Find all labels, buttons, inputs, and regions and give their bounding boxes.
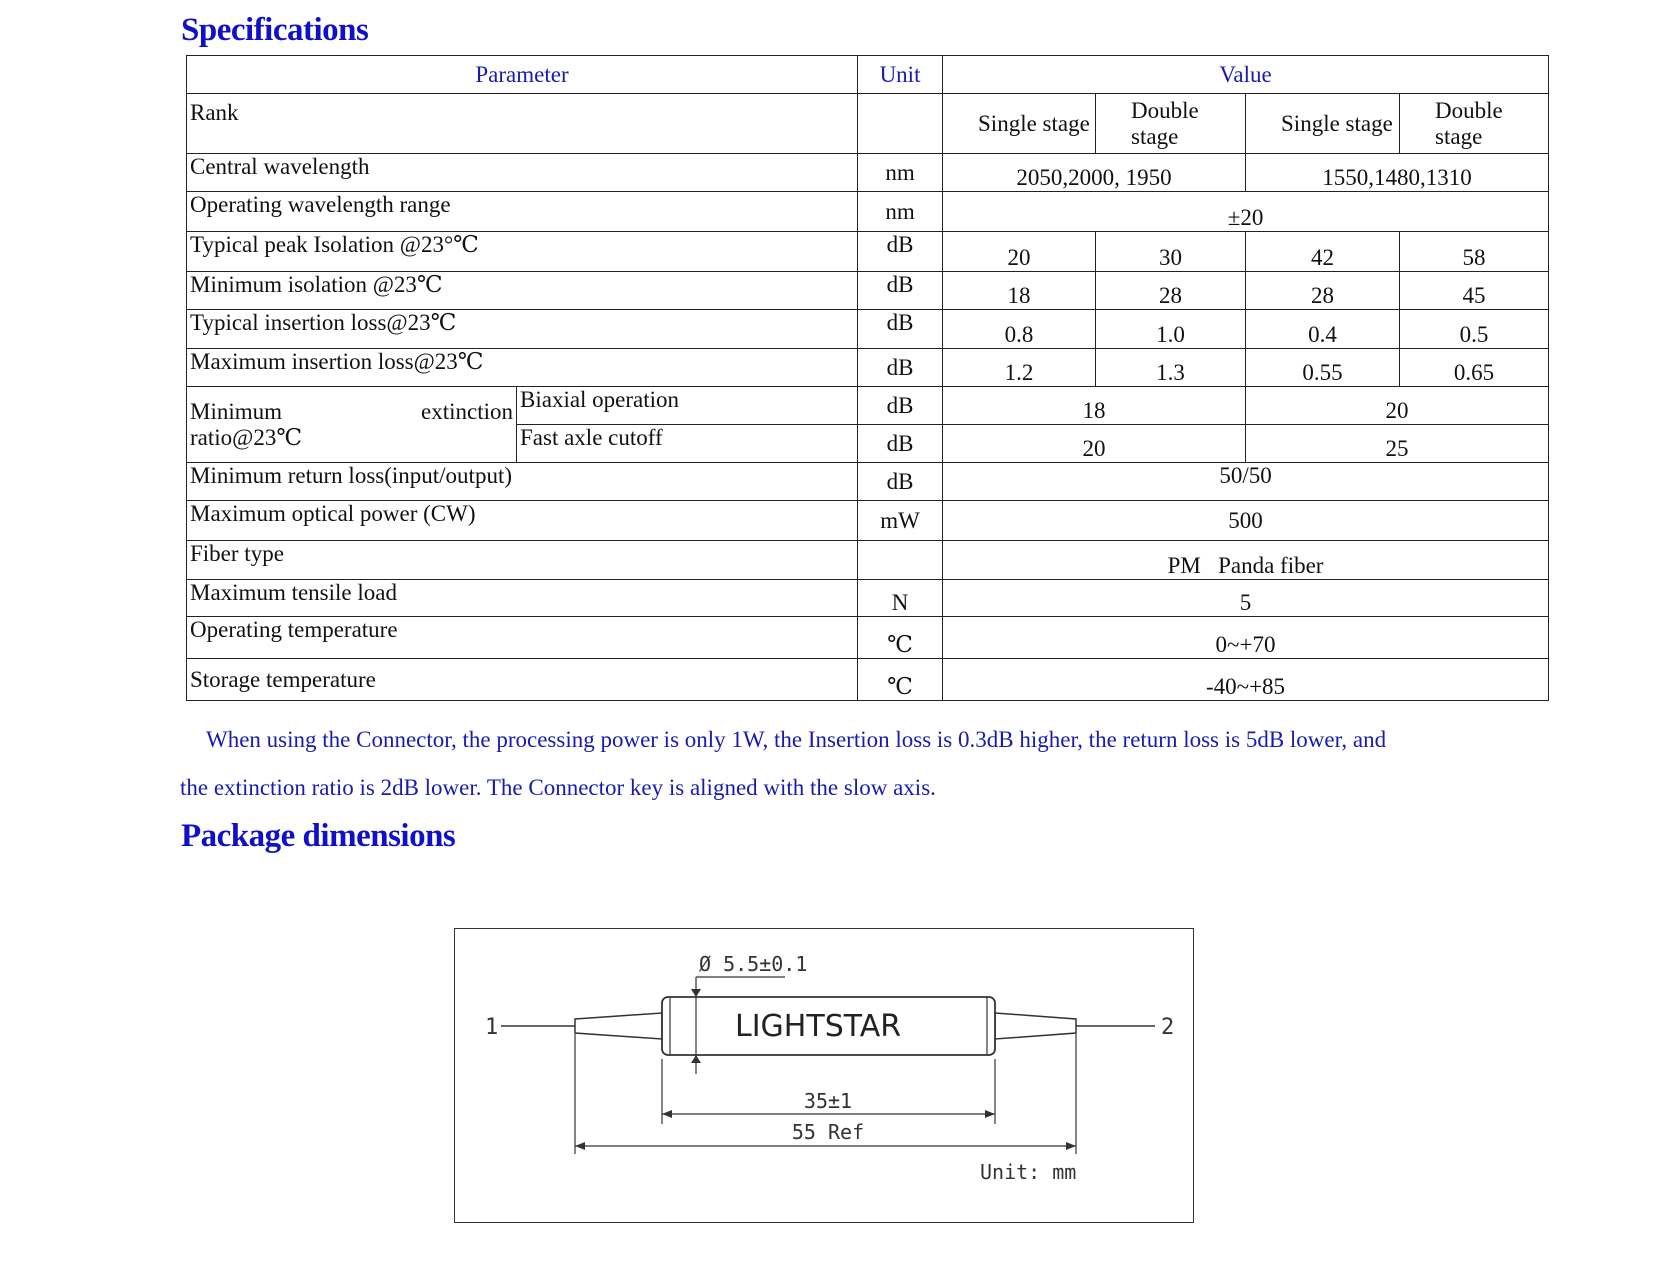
rank-unit <box>858 94 943 154</box>
max-il-unit: dB <box>858 349 943 387</box>
unit-label: Unit: mm <box>980 1160 1077 1184</box>
fast-axle-value-2: 25 <box>1246 425 1549 463</box>
connector-note-line-1: When using the Connector, the processing power is only 1W, the Insertion loss is 0.3dB higher, the return loss is 5dB lower, and <box>206 727 1387 752</box>
table-row <box>187 94 1549 154</box>
diameter-arrow-top <box>691 989 701 997</box>
specifications-table <box>186 55 1549 701</box>
package-drawing <box>454 928 1194 1223</box>
fiber-type-unit <box>858 541 943 580</box>
package-dimensions-heading: Package dimensions <box>181 818 456 854</box>
max-il-value-2: 1.3 <box>1096 349 1246 387</box>
header-unit: Unit <box>858 56 943 94</box>
optical-power-unit: mW <box>858 501 943 541</box>
table-row <box>187 501 1549 541</box>
header-value: Value <box>943 56 1549 94</box>
fiber-type-label: Fiber type <box>187 541 858 580</box>
return-loss-value: 50/50 <box>943 463 1549 501</box>
return-loss-label: Minimum return loss(input/output) <box>187 463 858 501</box>
fast-axle-value-1: 20 <box>943 425 1246 463</box>
body-length-arrow-right <box>985 1110 995 1118</box>
table-row <box>187 463 1549 501</box>
peak-isolation-value-4: 58 <box>1400 232 1549 272</box>
table-row <box>187 272 1549 310</box>
rank-col-3: Single stage <box>1246 94 1400 154</box>
extinction-label-b: extinction <box>421 398 513 424</box>
max-il-value-4: 0.65 <box>1400 349 1549 387</box>
diameter-label: Ø 5.5±0.1 <box>699 952 808 976</box>
operating-range-unit: nm <box>858 192 943 232</box>
peak-isolation-value-2: 30 <box>1096 232 1246 272</box>
biaxial-value-2: 20 <box>1246 387 1549 425</box>
peak-isolation-unit: dB <box>858 232 943 272</box>
typical-il-value-1: 0.8 <box>943 310 1096 349</box>
rank-col-1: Single stage <box>943 94 1096 154</box>
body-length-label: 35±1 <box>803 1089 853 1113</box>
table-row <box>187 310 1549 349</box>
rank-col-2: Double stage <box>1096 94 1246 154</box>
fast-axle-unit: dB <box>858 425 943 463</box>
min-isolation-value-1: 18 <box>943 272 1096 310</box>
central-wavelength-unit: nm <box>858 154 943 192</box>
operating-temp-unit: ℃ <box>858 617 943 659</box>
min-isolation-label: Minimum isolation @23℃ <box>187 272 858 310</box>
typical-il-unit: dB <box>858 310 943 349</box>
extinction-label-a: Minimum <box>190 398 283 424</box>
biaxial-unit: dB <box>858 387 943 425</box>
min-isolation-value-2: 28 <box>1096 272 1246 310</box>
rank-col-4: Double stage <box>1400 94 1549 154</box>
total-length-arrow-right <box>1066 1142 1076 1150</box>
fiber-type-value: PM Panda fiber <box>943 541 1549 580</box>
max-il-value-1: 1.2 <box>943 349 1096 387</box>
package-drawing-svg <box>455 929 1192 1221</box>
max-il-value-3: 0.55 <box>1246 349 1400 387</box>
table-row <box>187 541 1549 580</box>
typical-il-value-3: 0.4 <box>1246 310 1400 349</box>
central-wavelength-label: Central wavelength <box>187 154 858 192</box>
header-parameter: Parameter <box>187 56 858 94</box>
storage-temp-value: -40~+85 <box>943 659 1549 701</box>
port-1-label: 1 <box>485 1015 499 1040</box>
optical-power-label: Maximum optical power (CW) <box>187 501 858 541</box>
tensile-load-unit: N <box>858 580 943 617</box>
specifications-heading: Specifications <box>181 12 369 48</box>
table-row <box>187 617 1549 659</box>
typical-il-label: Typical insertion loss@23℃ <box>187 310 858 349</box>
tensile-load-value: 5 <box>943 580 1549 617</box>
operating-temp-label: Operating temperature <box>187 617 858 659</box>
operating-temp-value: 0~+70 <box>943 617 1549 659</box>
optical-power-value: 500 <box>943 501 1549 541</box>
typical-il-value-2: 1.0 <box>1096 310 1246 349</box>
total-length-arrow-left <box>575 1142 585 1150</box>
boot-right <box>995 1013 1076 1039</box>
brand-label: LIGHTSTAR <box>735 1009 902 1044</box>
diameter-arrow-bottom <box>691 1055 701 1063</box>
min-isolation-unit: dB <box>858 272 943 310</box>
storage-temp-label: Storage temperature <box>187 659 858 701</box>
central-wavelength-value-1: 2050,2000, 1950 <box>943 154 1246 192</box>
total-length-label: 55 Ref <box>791 1120 865 1144</box>
return-loss-unit: dB <box>858 463 943 501</box>
peak-isolation-value-3: 42 <box>1246 232 1400 272</box>
biaxial-value-1: 18 <box>943 387 1246 425</box>
fast-axle-label: Fast axle cutoff <box>517 425 858 463</box>
operating-range-value: ±20 <box>943 192 1549 232</box>
central-wavelength-value-2: 1550,1480,1310 <box>1246 154 1549 192</box>
boot-left <box>575 1013 662 1039</box>
biaxial-label: Biaxial operation <box>517 387 858 425</box>
storage-temp-unit: ℃ <box>858 659 943 701</box>
rank-label: Rank <box>187 94 858 154</box>
table-header-row <box>187 56 1549 94</box>
peak-isolation-label: Typical peak Isolation @23°℃ <box>187 232 858 272</box>
table-row <box>187 154 1549 192</box>
operating-range-label: Operating wavelength range <box>187 192 858 232</box>
table-row <box>187 349 1549 387</box>
body-length-arrow-left <box>662 1110 672 1118</box>
table-row <box>187 580 1549 617</box>
typical-il-value-4: 0.5 <box>1400 310 1549 349</box>
table-row <box>187 192 1549 232</box>
table-row <box>187 232 1549 272</box>
connector-note-line-2: the extinction ratio is 2dB lower. The Connector key is aligned with the slow axis. <box>180 775 936 800</box>
table-row <box>187 387 1549 425</box>
extinction-label <box>187 387 517 463</box>
tensile-load-label: Maximum tensile load <box>187 580 858 617</box>
peak-isolation-value-1: 20 <box>943 232 1096 272</box>
min-isolation-value-4: 45 <box>1400 272 1549 310</box>
port-2-label: 2 <box>1161 1015 1175 1040</box>
min-isolation-value-3: 28 <box>1246 272 1400 310</box>
table-row <box>187 659 1549 701</box>
max-il-label: Maximum insertion loss@23℃ <box>187 349 858 387</box>
extinction-label-c: ratio@23℃ <box>190 424 303 450</box>
